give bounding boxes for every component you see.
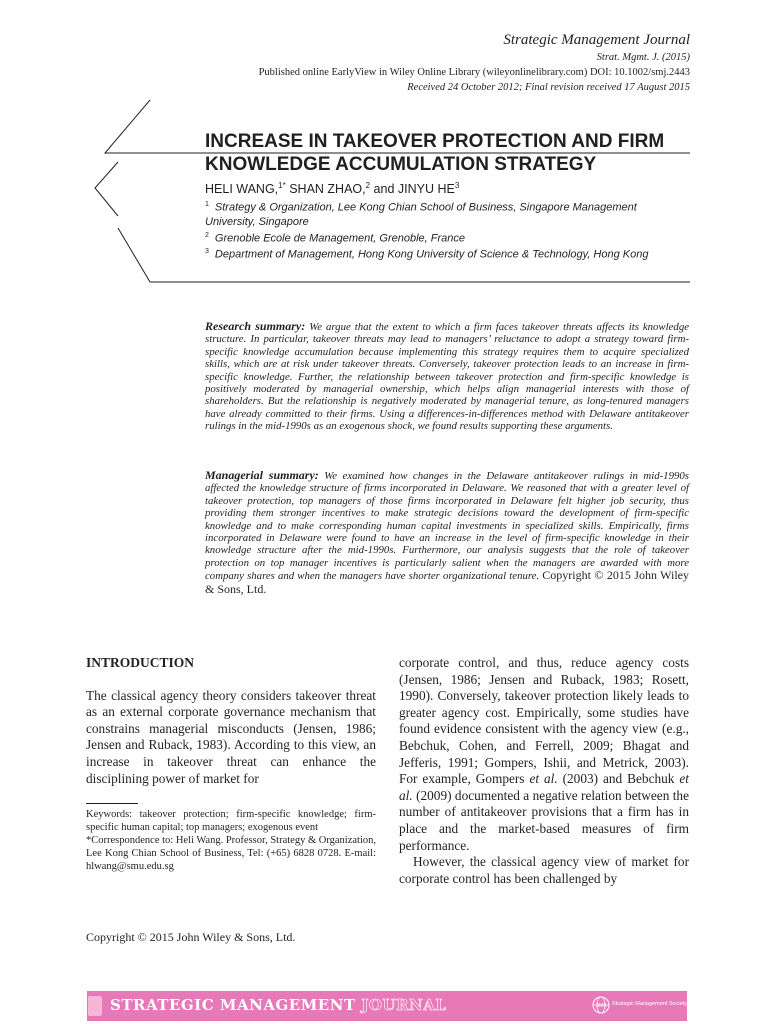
author-3-sup: 3 bbox=[454, 180, 460, 190]
journal-header bbox=[90, 30, 690, 95]
svg-text:SMS: SMS bbox=[595, 1003, 607, 1009]
summary-copyright: Copyright © 2015 John Wiley & Sons, Ltd. bbox=[205, 568, 689, 596]
research-summary-label: Research summary: bbox=[205, 319, 306, 333]
correspondence-footnote: *Correspondence to: Heli Wang. Professor, Strategy & Organization, Lee Kong Chian School of Business, Tel: (+65) 6828 0728. E-mail: hlwang@smu.edu.sg bbox=[86, 835, 376, 872]
author-1-sup: 1* bbox=[278, 180, 286, 190]
intro-paragraph-1-cont: corporate control, and thus, reduce agency costs (Jensen, 1986; Jensen and Ruback, 1983; Rosett, 1990). Conversely, takeover protection likely leads to greater agency cost. Empirically, some studies have found evidence consistent with the agency view (e.g., Bebchuk, Cohen, and Ferrell, 2009; Bhagat and Jefferis, 1991; Gompers, Ishii, and Metrick, 2003). For example, Gompers et al. (2003) and Bebchuk et al. (2009) documented a negative relation between the number of antitakeover provisions that a firm has in place and the market-based measures of firm performance. bbox=[399, 655, 689, 853]
intro-paragraph-1: The classical agency theory considers takeover threat as an external corporate governance mechanism that constrains managerial misconducts (Jensen, 1986; Jensen and Ruback, 1983). According to this view, an increase in takeover threat can enhance the disciplining power of market for bbox=[86, 687, 376, 786]
footer-logo-mark bbox=[88, 996, 102, 1016]
affiliation-2: $^2$ Grenoble Ecole de Management, Grenoble, France bbox=[205, 231, 465, 245]
author-1: HELI WANG, bbox=[205, 182, 279, 196]
footnotes bbox=[86, 808, 376, 873]
managerial-summary-text: We examined how changes in the Delaware antitakeover rulings in mid-1990s affected the knowledge structure of firms incorporated in Delaware. We reasoned that with a greater level of takeover protection, top managers of those firms incorporated in Delaware felt higher job security, thus providing them stronger incentives to make strategic decisions toward the development of firm-specific knowledge and to make corresponding human capital investments in specialized skills. Empirically, firms incorporated in Delaware were found to have an increase in the level of firm-specific knowledge in their knowledge structure after the mid-1990s. Furthermore, our analysis suggests that the role of takeover protection on top manager incentives is particularly salient when the managers are awarded with more company shares and when the managers have shorter organizational tenure. bbox=[205, 470, 689, 583]
managerial-summary-label: Managerial summary: bbox=[205, 468, 319, 482]
sms-globe-icon bbox=[592, 996, 610, 1014]
journal-citation: Strat. Mgmt. J. (2015) bbox=[596, 52, 690, 63]
author-2-sup: 2 bbox=[365, 180, 371, 190]
intro-paragraph-2: However, the classical agency view of market for corporate control has been challenged by bbox=[399, 854, 689, 886]
research-summary bbox=[205, 320, 689, 433]
research-summary-text: We argue that the extent to which a firm faces takeover threats affects its knowledge structure. In particular, takeover threats may lead to managers’ reluctance to adopt a strategy toward firm-specific knowledge accumulation because implementing this strategy requires them to acquire specialized skills, which are at risk under takeover threats. Conversely, takeover protection leads to an increase in firm-specific knowledge. Further, the relationship between takeover protection and firm-specific knowledge is positively moderated by managerial ownership, which helps align managerial interests with those of shareholders. But the relationship is negatively moderated by managerial tenure, as long-tenured managers have already committed to their firms. Using a differences-in-differences method with Delaware antitakeover rulings in the mid-1990s as an exogenous shock, we found results supporting these arguments. bbox=[205, 321, 690, 433]
title-line-2: KNOWLEDGE ACCUMULATION STRATEGY bbox=[205, 154, 597, 175]
deco-chevron bbox=[95, 162, 118, 216]
received-dates: Received 24 October 2012; Final revision received 17 August 2015 bbox=[407, 82, 690, 93]
affiliation-1: $^1$ Strategy & Organization, Lee Kong Chian School of Business, Singapore Management University, Singapore bbox=[205, 201, 637, 228]
journal-name: Strategic Management Journal bbox=[503, 32, 690, 48]
right-column bbox=[399, 655, 689, 887]
journal-logo-text: STRATEGIC MANAGEMENT JOURNAL bbox=[110, 996, 447, 1014]
affiliation-3: $^3$ Department of Management, Hong Kong University of Science & Technology, Hong Kong bbox=[205, 248, 649, 261]
article-title bbox=[205, 130, 685, 176]
section-heading: INTRODUCTION bbox=[86, 655, 195, 670]
affiliations bbox=[205, 198, 685, 262]
author-3: and JINYU HE bbox=[370, 182, 455, 196]
publication-info: Published online EarlyView in Wiley Online Library (wileyonlinelibrary.com) DOI: 10.1002/smj.2443 bbox=[258, 67, 690, 78]
keywords-footnote: Keywords: takeover protection; firm-specific knowledge; firm-specific human capital; top managers; exogenous event bbox=[86, 809, 376, 833]
left-column bbox=[86, 655, 376, 787]
title-line-1: INCREASE IN TAKEOVER PROTECTION AND FIRM bbox=[205, 131, 665, 152]
author-list bbox=[205, 182, 459, 196]
author-2: SHAN ZHAO, bbox=[285, 182, 366, 196]
page-copyright: Copyright © 2015 John Wiley & Sons, Ltd. bbox=[86, 930, 296, 944]
footnote-rule bbox=[86, 803, 138, 804]
managerial-summary bbox=[205, 469, 689, 596]
sms-society-name: Strategic Management Society bbox=[612, 1001, 687, 1007]
